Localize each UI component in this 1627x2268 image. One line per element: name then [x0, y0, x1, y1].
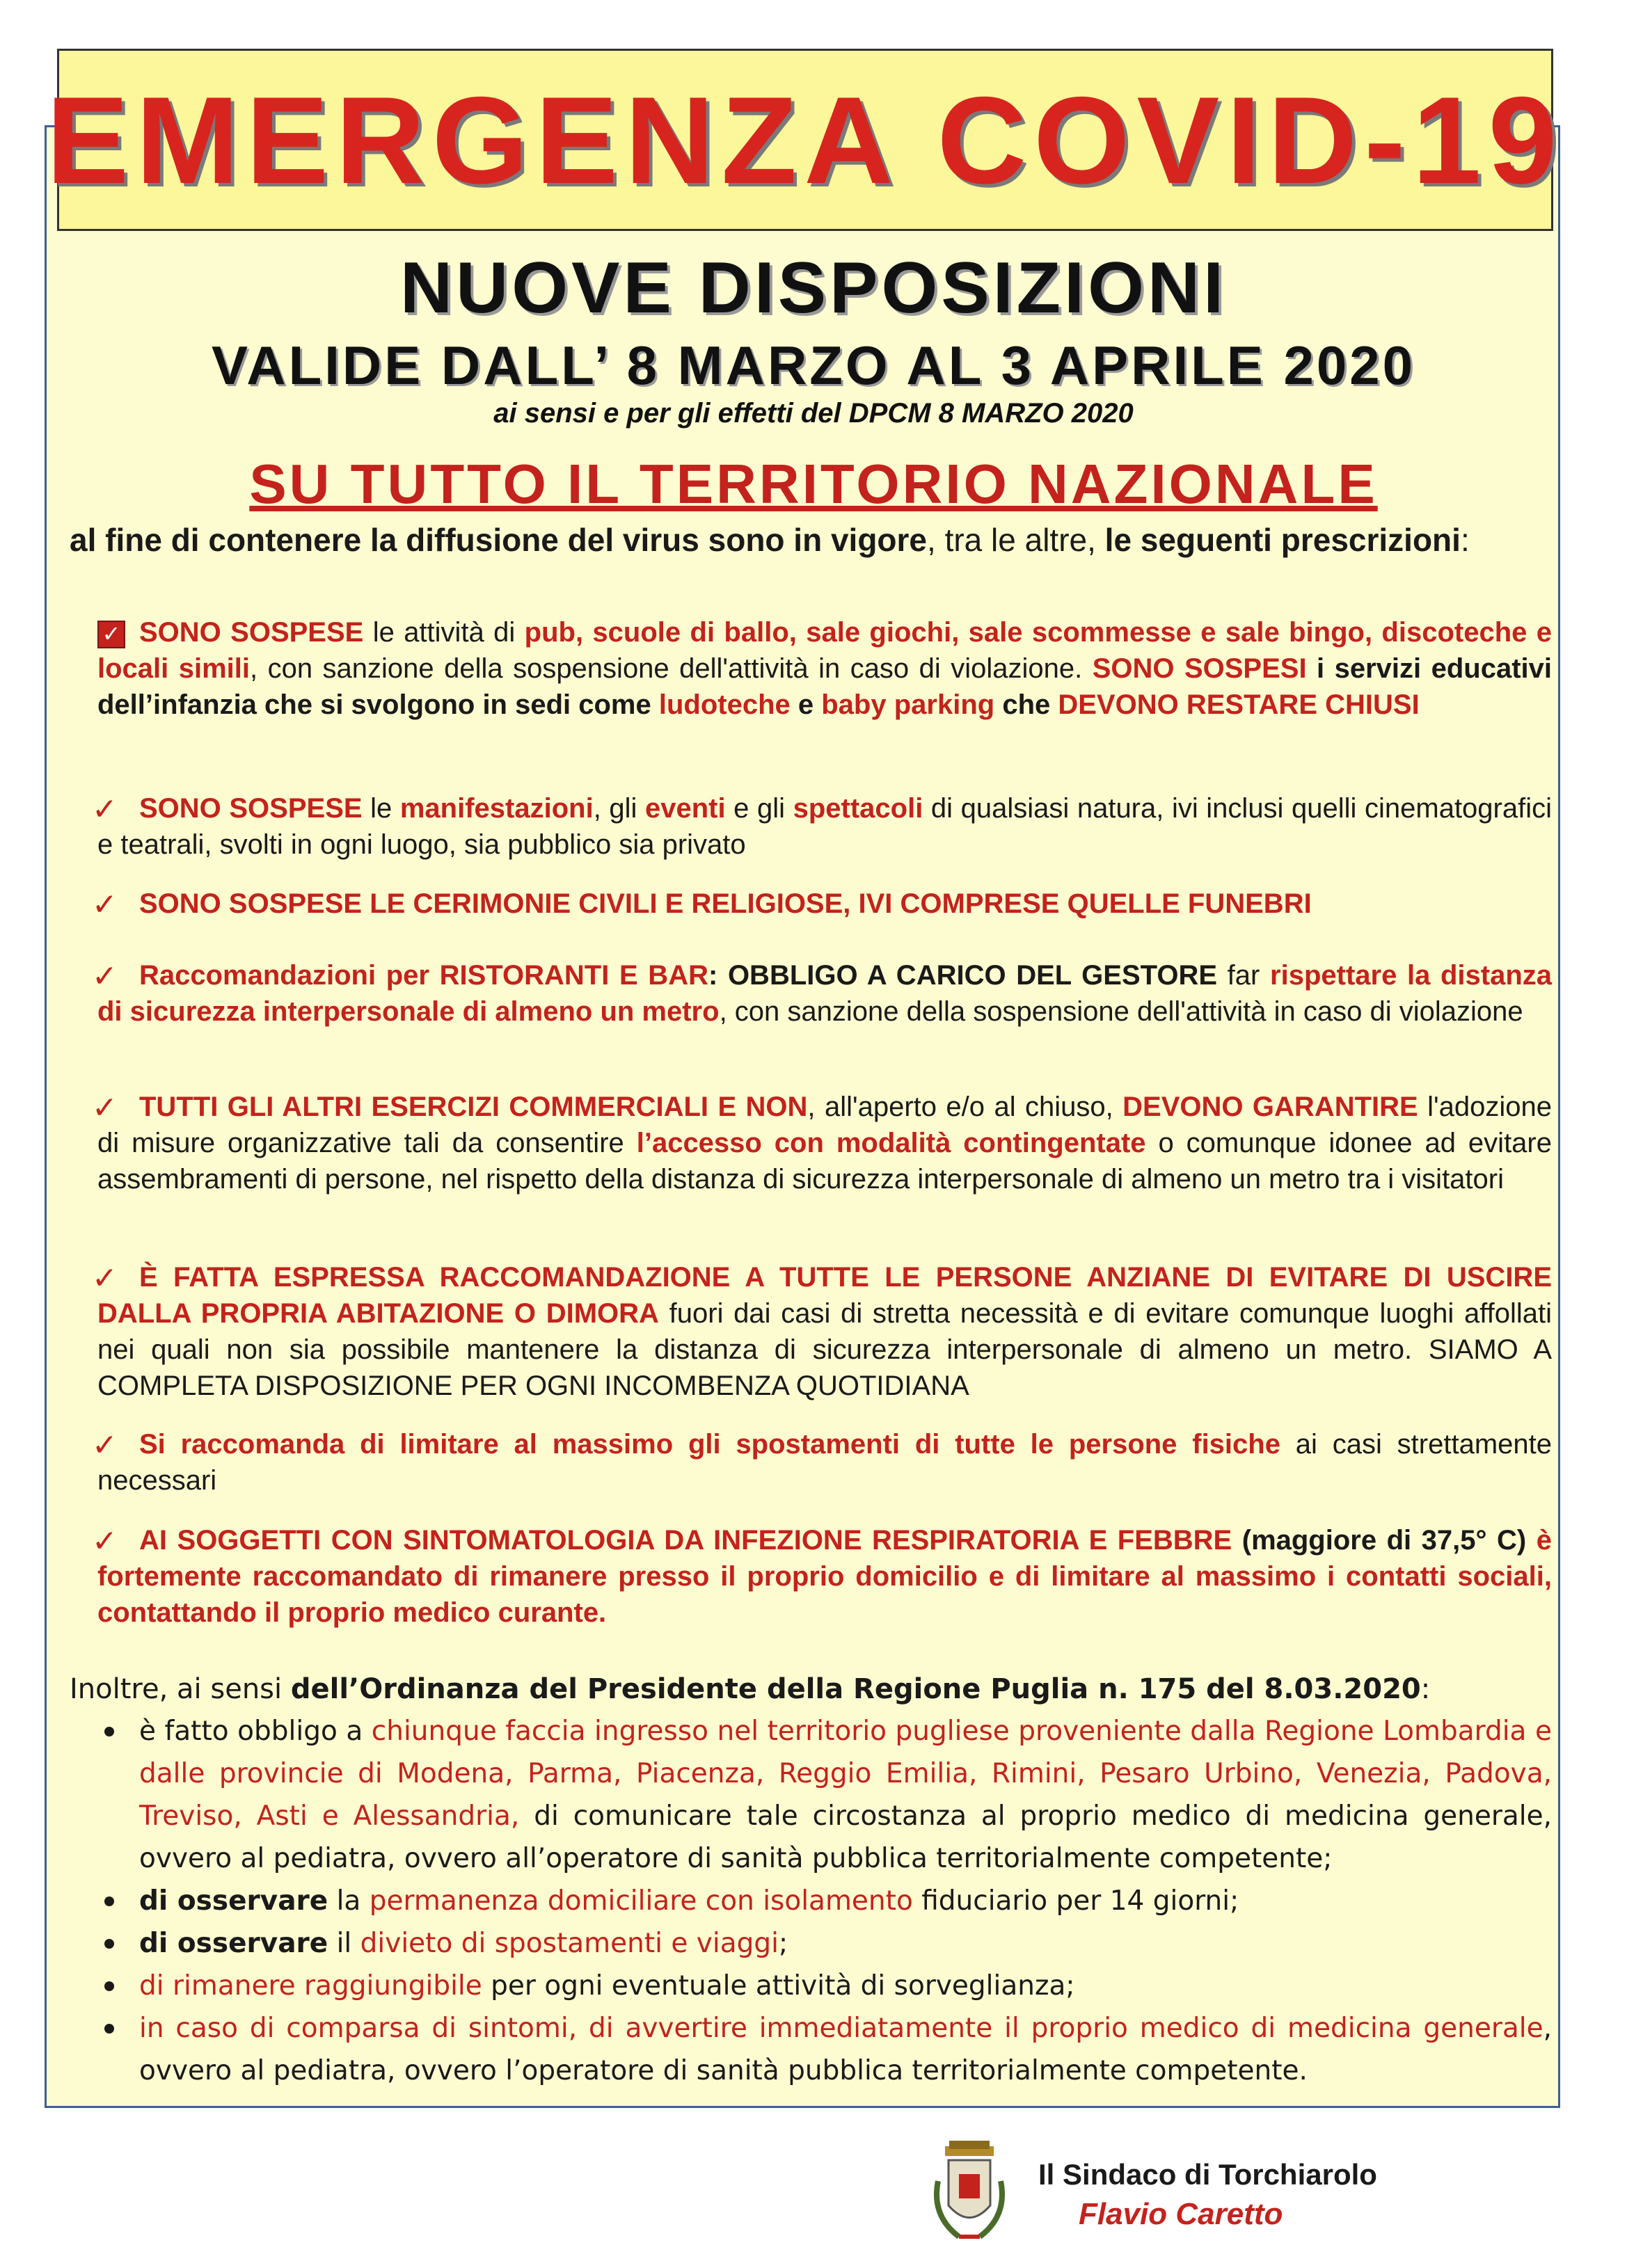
item-text: le — [362, 793, 400, 824]
item-text: Raccomandazioni per RISTORANTI E BAR — [139, 960, 708, 991]
list-item — [104, 1880, 1552, 1922]
item-text: : — [708, 960, 728, 991]
checkmark-icon: ✓ — [92, 959, 118, 993]
list-text: , ovvero al pediatra, ovvero l’operatore di sanità pubblica territorialmente competente. — [139, 2013, 1552, 2086]
item-text: DEVONO RESTARE CHIUSI — [1058, 689, 1420, 720]
intro-part: : — [1460, 522, 1470, 558]
list-text: il — [328, 1928, 360, 1959]
intro-part: le seguenti prescrizioni — [1104, 522, 1461, 558]
item-text: , gli — [593, 793, 645, 824]
item-text: e gli — [725, 793, 793, 824]
list-text: in caso di comparsa di sintomi, di avvertire immediatamente il proprio medico di medicina generale — [139, 2013, 1543, 2044]
item-text: (maggiore di 37,5° C) — [1232, 1525, 1537, 1556]
item-text: eventi — [645, 793, 726, 824]
list-item — [104, 1922, 1552, 1965]
item-text: fuori dai casi di stretta necessità e di evitare comunque luoghi affollati nei quali non sia possibile mantenere la distanza di sicurezza interpersonale di almeno un metro. SIAMO A COMPLETA DISPOSIZIONE PER OGNI INCOMBENZA QUOTIDIANA — [97, 1298, 1552, 1401]
item-text: SONO SOSPESE — [139, 793, 363, 824]
prescription-item — [97, 614, 1552, 723]
checked-box-icon: ✓ — [97, 621, 125, 648]
item-text: far — [1217, 960, 1271, 991]
page-title: EMERGENZA COVID-19 — [46, 70, 1564, 209]
checkmark-icon: ✓ — [92, 1428, 118, 1462]
item-text: baby parking — [821, 689, 995, 720]
item-text: Si raccomanda di limitare al massimo gli spostamenti di tutte le persone fisiche — [139, 1429, 1280, 1460]
prescription-item — [97, 1522, 1552, 1631]
intro-part: al fine di contenere la diffusione del virus sono in vigore — [70, 522, 928, 558]
list-text: permanenza domiciliare con isolamento — [369, 1885, 913, 1917]
legal-reference: ai sensi e per gli effetti del DPCM 8 MARZO 2020 — [493, 398, 1134, 429]
validity-dates: VALIDE DALL’ 8 MARZO AL 3 APRILE 2020 — [212, 335, 1415, 396]
list-text: di comunicare tale circostanza al proprio medico di medicina generale, ovvero al pediatra, ovvero all’operatore di sanità pubblica territorialmente competente; — [139, 1800, 1553, 1874]
intro-part: , tra le altre, — [927, 522, 1105, 558]
item-text: spettacoli — [793, 793, 923, 824]
list-text: per ogni eventuale attività di sorveglianza; — [482, 1970, 1075, 2002]
checkmark-icon: ✓ — [92, 1524, 118, 1558]
municipal-crest-icon — [931, 2139, 1008, 2251]
signature-name: Flavio Caretto — [1079, 2197, 1283, 2231]
ordinance-text: dell’Ordinanza del Presidente della Regione Puglia n. 175 del 8.03.2020 — [290, 1673, 1421, 1705]
item-text: TUTTI GLI ALTRI ESERCIZI COMMERCIALI E NON — [139, 1092, 808, 1122]
bullet-icon — [104, 1896, 114, 1906]
checkmark-icon: ✓ — [92, 792, 118, 826]
item-text: o comunque idonee ad evitare assembramenti di persone, nel rispetto della distanza di sicurezza interpersonale di almeno un metro tra i visitatori — [97, 1128, 1552, 1195]
item-text: , con sanzione della sospensione dell'attività in caso di violazione. — [250, 653, 1093, 684]
item-text: OBBLIGO A CARICO DEL GESTORE — [727, 960, 1218, 991]
list-item — [104, 1710, 1552, 1880]
item-text: l'adozione di misure organizzative tali da consentire — [97, 1092, 1553, 1158]
item-text: ludoteche — [658, 689, 791, 720]
bullet-icon — [104, 2024, 114, 2034]
prescription-item — [97, 886, 1552, 922]
item-text: SONO SOSPESE — [139, 617, 364, 648]
list-item — [104, 2007, 1552, 2092]
ordinance-text: Inoltre, ai sensi — [70, 1673, 291, 1705]
item-text: , all'aperto e/o al chiuso, — [807, 1092, 1123, 1122]
list-item — [104, 1965, 1552, 2007]
bullet-icon — [104, 1981, 114, 1991]
bullet-icon — [104, 1727, 114, 1736]
item-text: di qualsiasi natura, ivi inclusi quelli cinematografici e teatrali, svolti in ogni luogo, sia pubblico sia privato — [97, 793, 1553, 860]
item-text: che — [994, 689, 1058, 720]
checkmark-icon: ✓ — [92, 1091, 118, 1125]
item-text: AI SOGGETTI CON SINTOMATOLOGIA DA INFEZIONE RESPIRATORIA E FEBBRE — [139, 1525, 1232, 1556]
item-text: , con sanzione della sospensione dell'attività in caso di violazione — [719, 996, 1523, 1027]
checkmark-icon: ✓ — [92, 888, 118, 922]
checkmark-icon: ✓ — [92, 1261, 118, 1295]
prescription-item — [97, 957, 1552, 1030]
item-text: pub, scuole di ballo, sale giochi, sale scommesse e sale bingo, discoteche e locali simili — [97, 617, 1552, 684]
subtitle: NUOVE DISPOSIZIONI — [400, 248, 1227, 328]
item-text: SONO SOSPESE LE CERIMONIE CIVILI E RELIGIOSE, IVI COMPRESE QUELLE FUNEBRI — [139, 888, 1312, 919]
item-text: ai casi strettamente necessari — [97, 1429, 1552, 1496]
item-text: rispettare la distanza di sicurezza interpersonale di almeno un metro — [97, 960, 1553, 1027]
item-text: è fortemente raccomandato di rimanere presso il proprio domicilio e di limitare al massimo i contatti sociali, contattando il proprio medico curante. — [97, 1525, 1553, 1628]
ordinance-intro — [70, 1668, 1552, 1710]
item-text: l’accesso con modalità contingentate — [636, 1128, 1146, 1158]
ordinance-list — [104, 1710, 1552, 2092]
list-text: ; — [778, 1928, 788, 1959]
list-text: la — [328, 1885, 370, 1917]
list-text: è fatto obbligo a — [139, 1716, 372, 1747]
item-text: È FATTA ESPRESSA RACCOMANDAZIONE A TUTTE LE PERSONE ANZIANE DI EVITARE DI USCIRE DALLA PROPRIA ABITAZIONE O DIMORA — [97, 1262, 1552, 1329]
item-text: e — [790, 689, 822, 720]
prescription-item — [97, 790, 1552, 863]
list-text: chiunque faccia ingresso nel territorio pugliese proveniente dalla Regione Lombardia e dalle provincie di Modena, Parma, Piacenza, Reggio Emilia, Rimini, Pesaro Urbino, Venezia, Padova, Treviso, Asti e Alessandria, — [139, 1716, 1552, 1832]
item-text: SONO SOSPESI — [1092, 653, 1307, 684]
prescription-item — [97, 1089, 1552, 1197]
item-text: le attività di — [363, 617, 525, 648]
list-text: fiduciario per 14 giorni; — [912, 1885, 1239, 1917]
ordinance-text: : — [1420, 1673, 1431, 1705]
list-text: divieto di spostamenti e viaggi — [360, 1928, 779, 1959]
list-text: di osservare — [139, 1928, 328, 1959]
list-text: di rimanere raggiungibile — [139, 1970, 482, 2002]
prescription-item — [97, 1259, 1552, 1404]
item-text: manifestazioni — [399, 793, 594, 824]
item-text: DEVONO GARANTIRE — [1122, 1092, 1418, 1122]
signature-role: Il Sindaco di Torchiarolo — [1038, 2158, 1377, 2191]
prescription-item — [97, 1426, 1552, 1499]
item-text: i servizi educativi dell’infanzia che si svolgono in sedi come — [97, 653, 1553, 720]
list-text: di osservare — [139, 1885, 328, 1917]
title-box — [46, 49, 1564, 231]
bullet-icon — [104, 1939, 114, 1949]
intro-text — [70, 520, 1552, 559]
scope-heading: SU TUTTO IL TERRITORIO NAZIONALE — [249, 453, 1378, 515]
